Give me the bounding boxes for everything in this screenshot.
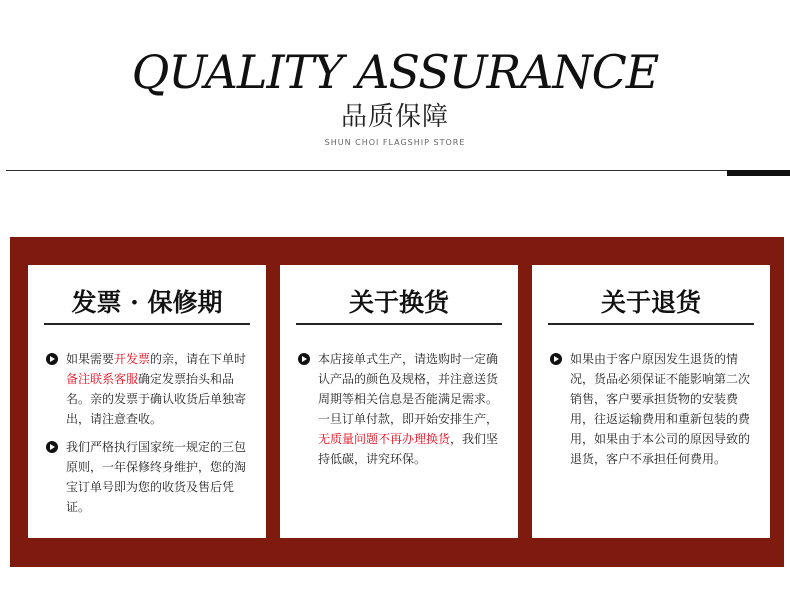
policy-text: 本店接单式生产，请选购时一定确认产品的颜色及规格，并注意送货周期等相关信息是否能满足需求。一旦订单付款，即开始安排生产，: [318, 352, 499, 426]
policy-text: 如果由于客户原因发生退货的情况，货品必须保证不能影响第二次销售，客户要承担货物的安装费用，往返运输费用和重新包装的费用，如果由于本公司的原因导致的退货，客户不承担任何费用。: [570, 352, 751, 466]
policy-text: 我们严格执行国家统一规定的三包原则，一年保修终身维护，您的淘宝订单号即为您的收货及售后凭证。: [66, 440, 247, 514]
highlighted-text: 无质量问题不再办理换货: [318, 432, 451, 446]
policy-item: [44, 437, 252, 517]
play-circle-icon: [46, 353, 58, 365]
card-items: [296, 349, 504, 469]
card-title: 关于换货: [296, 285, 502, 325]
policy-text: ，我们坚持低碳，讲究环保。: [318, 432, 499, 466]
policy-text: 确定发票抬头和品名。亲的发票于确认收货后单独寄出，请注意查收。: [66, 372, 247, 426]
exchange-card: [280, 265, 518, 538]
policy-text: 的亲，请在下单时: [150, 352, 247, 366]
card-items: [44, 349, 252, 517]
title-english: QUALITY ASSURANCE: [131, 45, 659, 99]
play-circle-icon: [46, 441, 58, 453]
policy-item: [548, 349, 756, 469]
card-title: 发票 · 保修期: [44, 285, 250, 325]
play-circle-icon: [550, 353, 562, 365]
policy-item: [296, 349, 504, 469]
highlighted-text: 备注联系客服: [66, 372, 139, 386]
policy-panel: [10, 237, 784, 567]
return-card: [532, 265, 770, 538]
policy-text: 如果需要: [66, 352, 115, 366]
policy-item: [44, 349, 252, 429]
play-circle-icon: [298, 353, 310, 365]
header-divider-accent: [727, 170, 790, 176]
title-chinese: 品质保障: [340, 102, 449, 132]
card-items: [548, 349, 756, 469]
header-divider: [6, 170, 790, 171]
header: [0, 0, 790, 180]
store-subtitle: SHUN CHOI FLAGSHIP STORE: [324, 138, 466, 147]
invoice-warranty-card: [28, 265, 266, 538]
highlighted-text: 开发票: [114, 352, 151, 366]
card-title: 关于退货: [548, 285, 754, 325]
